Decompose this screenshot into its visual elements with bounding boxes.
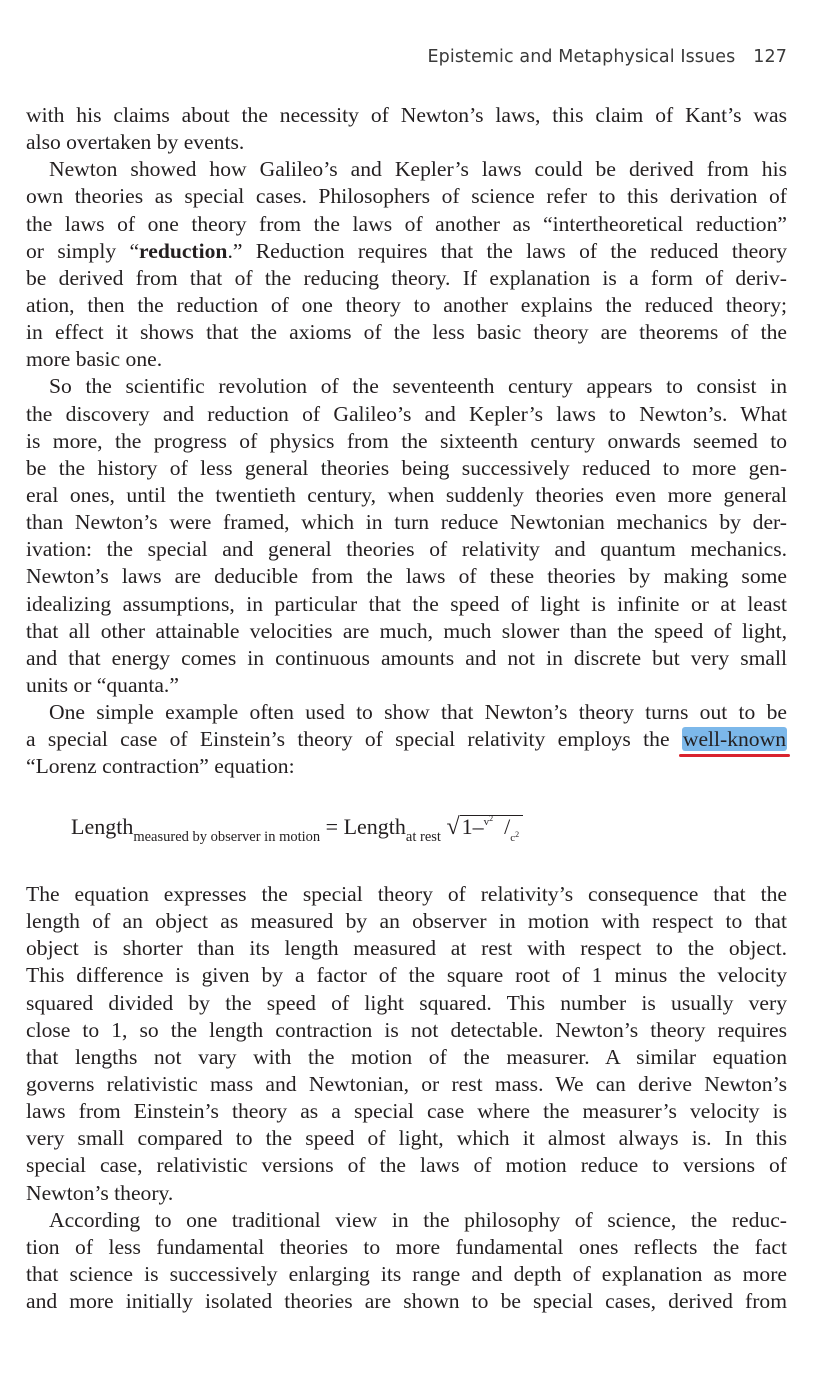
text-line: One simple example often used to show that Newton’s theory turns out to be [49,700,787,725]
text-line: laws from Einstein’s theory as a special case where the measurer’s velocity is [26,1099,787,1124]
text-line: “Lorenz contraction” equation: [26,754,295,779]
text-line: and more initially isolated theories are shown to be special cases, derived from [26,1289,787,1314]
eq-lhs-subscript: measured by observer in motion [133,829,321,845]
eq-one: 1 [461,814,473,839]
running-head [428,47,787,67]
text-line: more basic one. [26,347,163,372]
text-line: that all other attainable velocities are much, much slower than the speed of light, [26,618,787,643]
eq-slash: / [504,814,511,839]
text-line: is more, the progress of physics from the sixteenth century onwards seemed to [26,428,787,453]
text-line: Newton’s theory. [26,1180,174,1205]
text-line: tion of less fundamental theories to more fundamental ones reflects the fact [26,1234,787,1259]
text-line: units or “quanta.” [26,672,179,697]
text-line: also overtaken by events. [26,130,245,155]
text-line: the discovery and reduction of Galileo’s and Kepler’s laws to Newton’s. What [26,401,787,426]
text-line: idealizing assumptions, in particular that the speed of light is infinite or at least [26,591,787,616]
text-line: in effect it shows that the axioms of the less basic theory are theorems of the [26,320,787,345]
text-line: and that energy comes in continuous amounts and not in discrete but very small [26,645,787,670]
paragraph-4 [26,699,787,780]
eq-v-exponent: 2 [489,814,494,823]
text-line: ation, then the reduction of one theory to another explains the reduced theory; [26,292,787,317]
text-line [26,238,787,265]
page-number: 127 [753,47,787,67]
text-line: special case, relativistic versions of the laws of motion reduce to versions of [26,1153,787,1178]
eq-c: c [510,832,516,844]
eq-rhs: Length [343,814,406,839]
text-line [26,726,787,753]
text-fragment: .” Reduction requires that the laws of the reduced theory [227,238,787,263]
text-line: close to 1, so the length contraction is not detectable. Newton’s theory requires [26,1017,787,1042]
text-line: eral ones, until the twentieth century, when suddenly theories even more general [26,482,787,507]
bold-term-reduction: reduction [139,238,228,263]
text-line: Newton’s laws are deducible from the laws of these theories by making some [26,564,787,589]
eq-rhs-subscript: at rest [405,829,441,845]
text-line: be the history of less general theories being successively reduced to more gen- [26,455,787,480]
eq-minus: – [472,814,484,839]
eq-lhs: Length [71,814,134,839]
text-line: the laws of one theory from the laws of another as “intertheoretical reduction” [26,211,787,236]
body-text-upper [26,102,787,781]
text-line: very small compared to the speed of light, which it almost always is. In this [26,1126,787,1151]
text-line: that science is successively enlarging its range and depth of explanation as more [26,1261,787,1286]
text-line: be derived from that of the reducing theory. If explanation is a form of deriv- [26,265,787,290]
paragraph-3 [26,373,787,699]
text-line: than Newton’s were framed, which in turn reduce Newtonian mechanics by der- [26,510,787,535]
text-line: squared divided by the speed of light squared. This number is usually very [26,990,787,1015]
text-line: governs relativistic mass and Newtonian, or rest mass. We can derive Newton’s [26,1071,787,1096]
paragraph-5 [26,881,787,1207]
text-fragment: or simply “ [26,238,140,263]
text-line: ivation: the special and general theories of relativity and quantum mechanics. [26,537,787,562]
text-line: length of an object as measured by an observer in motion with respect to that [26,909,787,934]
text-fragment: a special case of Einstein’s theory of special relativity employs the [26,727,682,752]
eq-radicand [460,815,524,843]
text-line: own theories as special cases. Philosophers of science refer to this derivation of [26,184,787,209]
text-line: According to one traditional view in the philosophy of science, the reduc- [49,1207,787,1232]
eq-equals: = [325,814,339,839]
text-line: The equation expresses the special theory of relativity’s consequence that the [26,882,787,906]
lorentz-equation [71,814,523,843]
text-line: that lengths not vary with the motion of the measurer. A similar equation [26,1044,787,1069]
text-line: object is shorter than its length measured at rest with respect to the object. [26,936,787,961]
square-root-symbol: √ [446,814,460,840]
text-line: Newton showed how Galileo’s and Kepler’s laws could be derived from his [49,157,787,182]
highlighted-word[interactable]: well-known [682,727,786,752]
text-line: with his claims about the necessity of Newton’s laws, this claim of Kant’s was [26,103,787,127]
text-line: This difference is given by a factor of the square root of 1 minus the velocity [26,963,787,988]
text-line: So the scientific revolution of the seventeenth century appears to consist in [49,374,787,399]
running-head-title: Epistemic and Metaphysical Issues [427,47,736,67]
paragraph-6 [26,1207,787,1316]
paragraph-2 [26,156,787,373]
paragraph-1 [26,102,787,156]
eq-c-exponent: 2 [515,830,520,839]
eq-v: v [483,816,490,828]
body-text-lower [26,881,787,1315]
